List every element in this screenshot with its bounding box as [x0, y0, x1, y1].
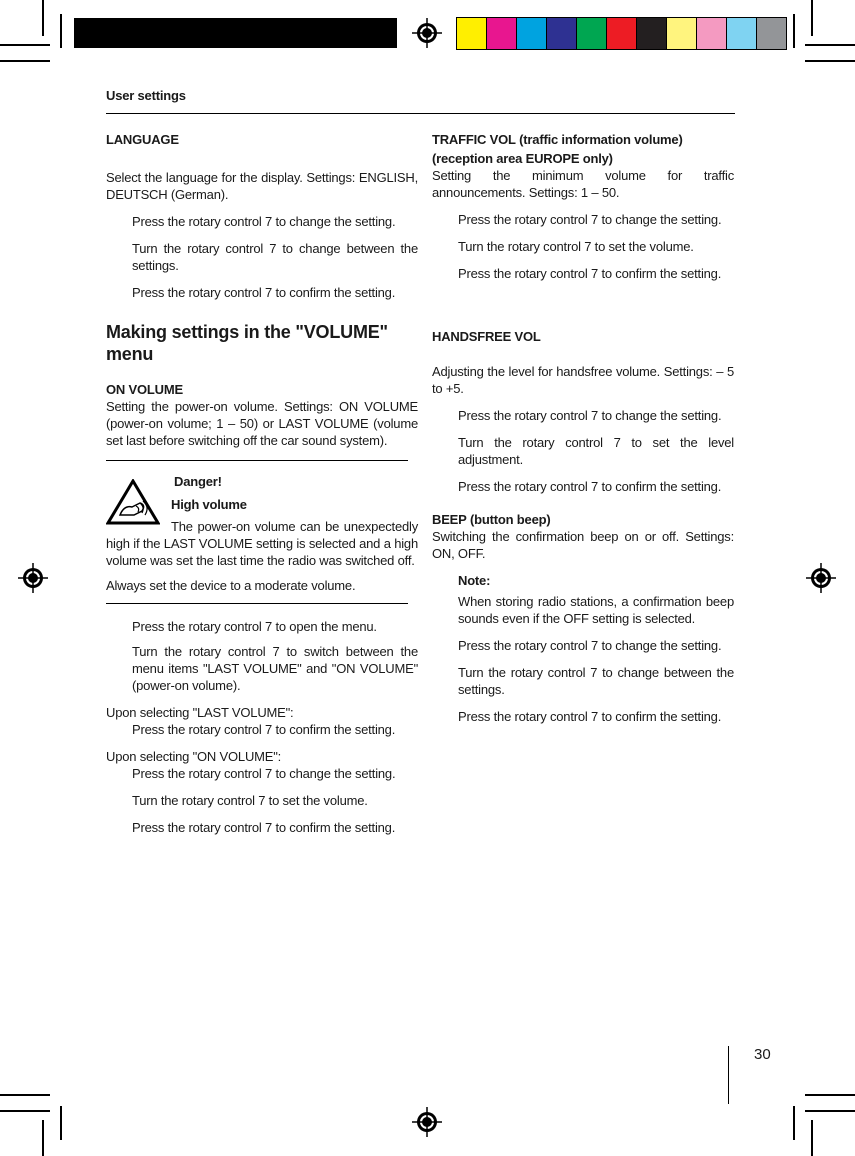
- color-swatch: [457, 18, 487, 49]
- language-step: Press the rotary control 7 to confirm the setting.: [132, 285, 396, 300]
- danger-advice: Always set the device to a moderate volume.: [106, 578, 356, 593]
- beep-note-text: When storing radio stations, a confirmation beep sounds even if the OFF setting is selected.: [458, 594, 734, 626]
- color-swatch: [667, 18, 697, 49]
- beep-step: Press the rotary control 7 to change the setting.: [458, 638, 722, 653]
- traffic-title-region: (reception area EUROPE only): [432, 151, 613, 166]
- handsfree-step: Press the rotary control 7 to confirm the setting.: [458, 479, 722, 494]
- color-swatch: [727, 18, 757, 49]
- color-swatch: [517, 18, 547, 49]
- beep-note-label: Note:: [458, 573, 491, 588]
- on-volume-step: Press the rotary control 7 to confirm the setting.: [132, 820, 396, 835]
- color-swatch: [637, 18, 667, 49]
- danger-subtitle: High volume: [171, 497, 247, 512]
- traffic-title-note: (traffic information volume): [519, 132, 683, 147]
- volume-menu-heading: Making settings in the "VOLUME" menu: [106, 322, 388, 364]
- menu-step: Press the rotary control 7 to open the menu.: [132, 619, 377, 634]
- registration-target-icon: [412, 18, 442, 48]
- on-volume-step: Turn the rotary control 7 to set the volume.: [132, 793, 368, 808]
- beep-desc: Switching the confirmation beep on or off. Settings: ON, OFF.: [432, 529, 734, 561]
- color-swatch: [697, 18, 727, 49]
- on-volume-label: Upon selecting "ON VOLUME":: [106, 749, 282, 764]
- menu-step: Turn the rotary control 7 to switch between the menu items "LAST VOLUME" and "ON VOLUME" (power-on volume).: [132, 644, 418, 693]
- danger-bottom-rule: [106, 603, 408, 604]
- page-number: 30: [754, 1046, 771, 1063]
- on-volume-step: Press the rotary control 7 to change the setting.: [132, 766, 396, 781]
- language-step: Turn the rotary control 7 to change between the settings.: [132, 241, 418, 273]
- handsfree-desc: Adjusting the level for handsfree volume. Settings: – 5 to +5.: [432, 364, 734, 396]
- danger-text: The power-on volume can be unexpectedly high if the LAST VOLUME setting is selected and a high volume was set the last time the radio was switched off.: [106, 519, 418, 568]
- handsfree-title: HANDSFREE VOL: [432, 329, 541, 344]
- header-divider: [106, 113, 735, 114]
- language-title: LANGUAGE: [106, 132, 179, 147]
- traffic-step: Press the rotary control 7 to change the setting.: [458, 212, 722, 227]
- color-swatch: [757, 18, 786, 49]
- danger-box: [106, 473, 418, 594]
- traffic-desc: Setting the minimum volume for traffic announcements. Settings: 1 – 50.: [432, 168, 734, 200]
- page-number-divider: [728, 1046, 729, 1104]
- on-volume-desc: Setting the power-on volume. Settings: ON VOLUME (power-on volume; 1 – 50) or LAST VOLUME (volume set last before switching off the car sound system).: [106, 399, 418, 448]
- beep-title: BEEP: [432, 512, 467, 527]
- left-column: [106, 131, 418, 836]
- color-swatch: [547, 18, 577, 49]
- color-swatch-bar: [456, 17, 787, 50]
- section-header: User settings: [106, 88, 186, 103]
- registration-target-icon: [412, 1107, 442, 1137]
- registration-target-icon: [18, 563, 48, 593]
- handsfree-step: Press the rotary control 7 to change the setting.: [458, 408, 722, 423]
- traffic-step: Press the rotary control 7 to confirm the setting.: [458, 266, 722, 281]
- registration-target-icon: [806, 563, 836, 593]
- language-step: Press the rotary control 7 to change the setting.: [132, 214, 396, 229]
- beep-step: Turn the rotary control 7 to change between the settings.: [458, 665, 734, 697]
- print-black-bar: [74, 18, 397, 48]
- beep-title-line: [432, 511, 734, 528]
- danger-title: Danger!: [174, 474, 222, 489]
- color-swatch: [487, 18, 517, 49]
- traffic-title-line: [432, 131, 734, 148]
- warning-triangle-icon: [106, 479, 160, 525]
- right-column: [432, 131, 734, 725]
- language-desc: Select the language for the display. Settings: ENGLISH, DEUTSCH (German).: [106, 170, 418, 202]
- beep-step: Press the rotary control 7 to confirm the setting.: [458, 709, 722, 724]
- color-swatch: [607, 18, 637, 49]
- traffic-title: TRAFFIC VOL: [432, 132, 516, 147]
- last-volume-label: Upon selecting "LAST VOLUME":: [106, 705, 294, 720]
- last-volume-step: Press the rotary control 7 to confirm the setting.: [132, 722, 396, 737]
- beep-title-note: (button beep): [470, 512, 551, 527]
- handsfree-step: Turn the rotary control 7 to set the level adjustment.: [458, 435, 734, 467]
- traffic-step: Turn the rotary control 7 to set the volume.: [458, 239, 694, 254]
- on-volume-title: ON VOLUME: [106, 382, 183, 397]
- danger-top-rule: [106, 460, 408, 461]
- color-swatch: [577, 18, 607, 49]
